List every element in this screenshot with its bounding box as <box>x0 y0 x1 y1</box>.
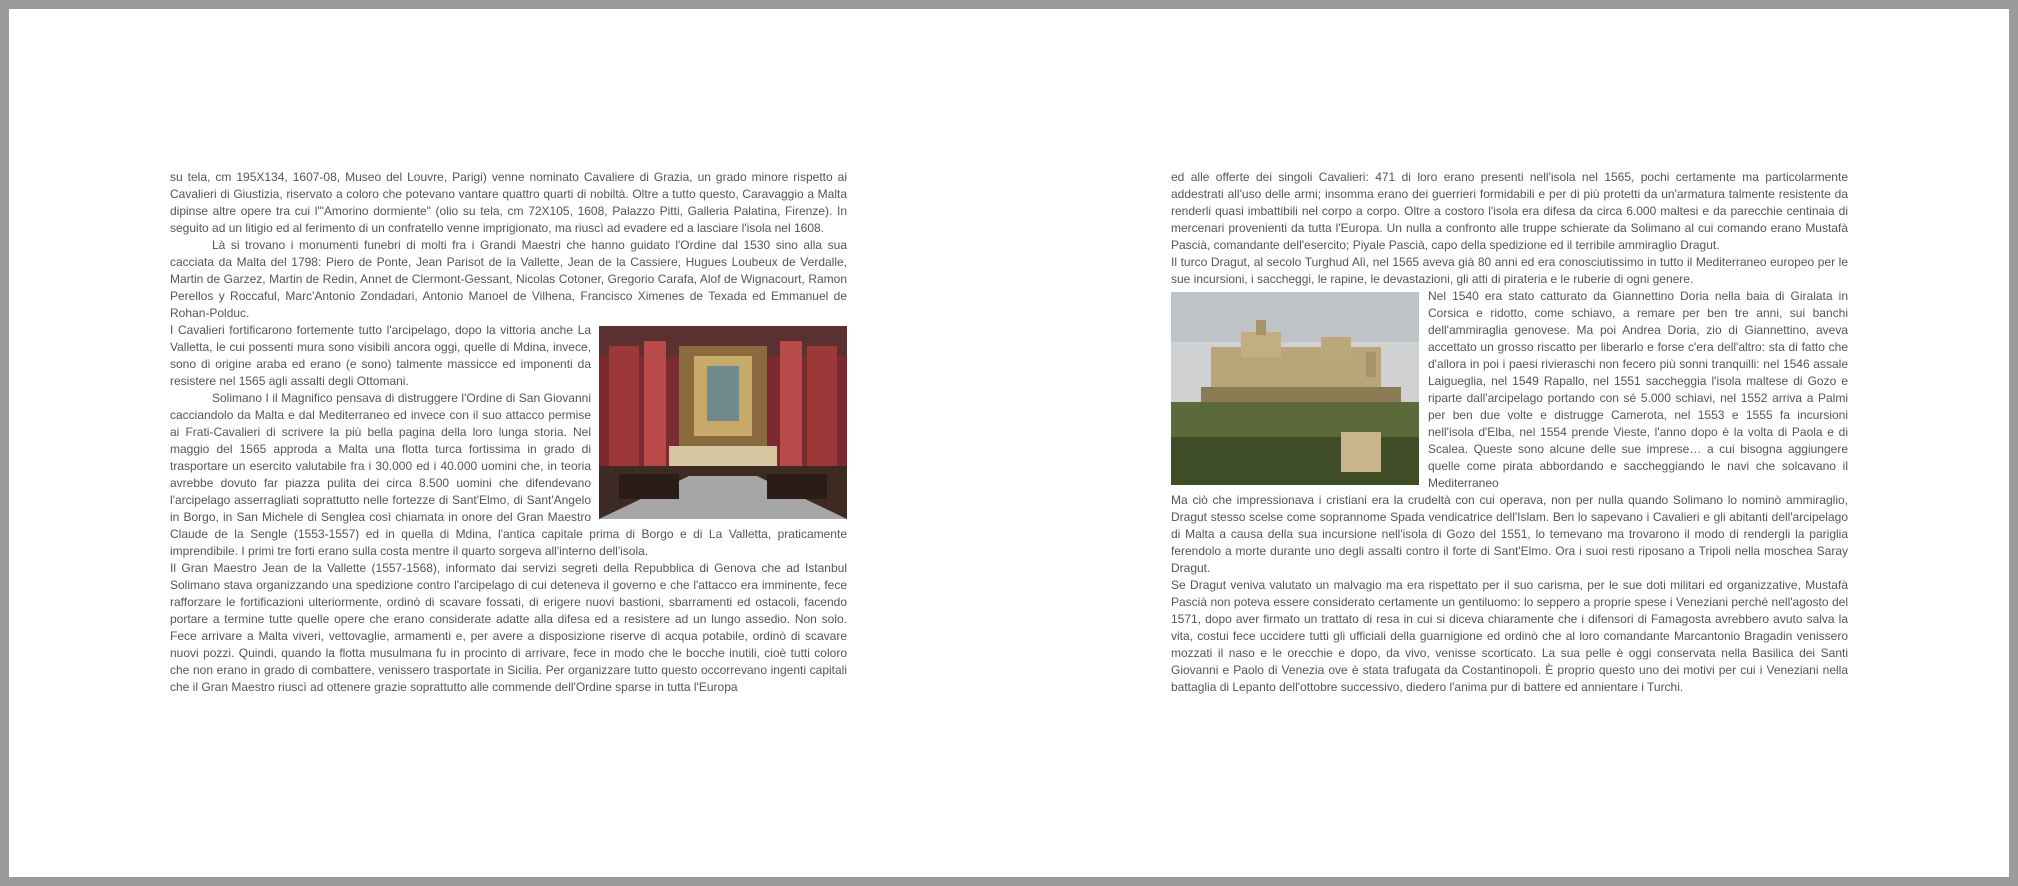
paragraph: Là si trovano i monumenti funebri di molti fra i Grandi Maestri che hanno guidato l'Ordine dal 1530 sino alla sua cacciata da Malta del 1798: Piero de Ponte, Jean Parisot de la Vallette, Jean de la Cassiere, Hugues Loubeux de Verdalle, Martin de Garzez, Martin de Redin, Annet de Clermont-Gessant, Nicolas Cotoner, Gregorio Carafa, Alof de Wignacourt, Ramon Perellos y Roccaful, Marc'Antonio Zondadari, Antonio Manoel de Vilhena, Francisco Ximenes de Texada ed Emmanuel de Rohan-Polduc. <box>170 238 847 320</box>
citadel-landscape-illustration <box>1171 292 1419 485</box>
paragraph: Solimano I il Magnifico pensava di distruggere l'Ordine di San Giovanni cacciandolo da Malta e dal Mediterraneo ed invece con il suo attacco permise ai Frati-Cavalieri di scrivere la più bella pagina della loro lunga storia. Nel maggio del 1565 approda a Malta una flotta turca fortissima in grado di trasportare un esercito valutabile fra i 30.000 ed i 40.000 uomini che, in teoria avrebbe dovuto far piazza pulita dei circa 8.500 uomini che difendevano l'arcipelago asserragliati soprattutto nelle fortezze di Sant'Elmo, di Sant'Angelo in Borgo, in San Michele di Senglea così chiamata in onore del Gran Maestro Claude de la Sengle (1553-1557) ed in quella di Mdina, l'antica capitale prima di Borgo e di La Valletta, praticamente imprendibile. I primi tre forti erano sulla costa mentre il quarto sorgeva all'interno dell'isola. <box>170 391 847 558</box>
paragraph: Se Dragut veniva valutato un malvagio ma era rispettato per il suo carisma, per le sue doti militari ed organizzative, Mustafà Pascià non poteva essere considerato certamente un gentiluomo: lo seppero a proprie spese i Veneziani perché nell'agosto del 1571, dopo aver firmato un trattato di resa in cui si diceva chiaramente che i difensori di Famagosta avrebbero avuto salva la vita, costui fece uccidere tutti gli ufficiali della guarnigione ed ordinò che al loro comandante Marcantonio Bragadin venissero mozzati il naso e le orecchie e dopo, da vivo, venisse scorticato. La sua pelle è oggi conservata nella Basilica dei Santi Giovanni e Paolo di Venezia ove è stata trafugata da Costantinopoli. È proprio questo uno dei motivi per cui i Veneziani nella battaglia di Lepanto dell'ottobre successivo, diedero l'anima pur di battere ed annientare i Turchi. <box>1171 578 1848 694</box>
paragraph: Nel 1540 era stato catturato da Giannettino Doria nella baia di Giralata in Corsica e ridotto, come schiavo, a remare per ben tre anni, sui banchi dell'ammiraglia genovese. Ma poi Andrea Doria, zio di Giannettino, aveva accettato un grosso riscatto per liberarlo e forse c'era dell'altro: sta di fatto che d'allora in poi i paesi rivieraschi non fecero più sonni tranquilli: nel 1546 assale Laigueglia, nel 1549 Rapallo, nel 1551 saccheggia l'isola maltese di Gozo e riparte dall'arcipelago portando con sé 5.000 schiavi, nel 1552 arriva a Palmi per ben due volte e distrugge Camerota, nel 1553 e 1555 fa incursioni nell'isola d'Elba, nel 1554 prende Vieste, l'anno dopo è la volta di Paola e di Scalea. Queste sono alcune delle sue imprese… a cui bisogna aggiungere quelle come pirata abbordando e saccheggiando le navi che solcavano il Mediterraneo <box>1428 289 1848 490</box>
citadel-landscape-image <box>1171 292 1419 485</box>
paragraph: Ma ciò che impressionava i cristiani era la crudeltà con cui operava, non per nulla quando Solimano lo nominò ammiraglio, Dragut stesso scelse come soprannome Spada vendicatrice dell'Islam. Ben lo sapevano i Cavalieri e gli abitanti dell'arcipelago di Malta a causa della sua incursione nell'isola di Gozo del 1551, lo temevano ma trovarono il modo di rendergli la pariglia ferendolo a morte durante uno degli assalti contro il forte di Sant'Elmo. Ora i suoi resti riposano a Tripoli nella moschea Saray Dragut. <box>1171 493 1848 575</box>
paragraph: Il turco Dragut, al secolo Turghud Alì, nel 1565 aveva già 80 anni ed era conosciutissimo in tutto il Mediterraneo europeo per le sue incursioni, i saccheggi, le rapine, le devastazioni, gli atti di pirateria e le ruberie di ogni genere. <box>1171 255 1848 286</box>
paragraph: I Cavalieri fortificarono fortemente tutto l'arcipelago, dopo la vittoria anche La Valletta, le cui possenti mura sono visibili ancora oggi, quelle di Mdina, invece, sono di origine araba ed erano (e sono) talmente massicce ed imponenti da resistere nel 1565 agli assalti degli Ottomani. <box>170 323 591 388</box>
paragraph: ed alle offerte dei singoli Cavalieri: 471 di loro erano presenti nell'isola nel 1565, pochi certamente ma particolarmente addestrati all'uso delle armi; insomma erano dei guerrieri formidabili e per di più protetti da un'armatura talmente resistente da renderli quasi imbattibili nel corpo a corpo. Oltre a costoro l'isola era difesa da circa 6.000 maltesi e da parecchie centinaia di mercenari provenienti da tutta l'Europa. Un nulla a confronto alle truppe schierate da Solimano al cui comando erano Mustafà Pascià, comandante dell'esercito; Piyale Pascià, capo della spedizione ed il terribile ammiraglio Dragut. <box>1171 170 1848 252</box>
paragraph: Il Gran Maestro Jean de la Vallette (1557-1568), informato dai servizi segreti della Repubblica di Genova che ad Istanbul Solimano stava organizzando una spedizione contro l'arcipelago di cui deteneva il governo e che l'attacco era imminente, fece rafforzare le fortificazioni ulteriormente, ordinò di scavare fossati, di erigere nuovi bastioni, sbarramenti ed ostacoli, facendo portare a termine tutte quelle opere che erano considerate adatte alla difesa ed a resistere ad un lungo assedio. Non solo. Fece arrivare a Malta viveri, vettovaglie, armamenti e, per avere a disposizione riserve di acqua potabile, ordinò di scavare nuovi pozzi. Quindi, quando la flotta musulmana fu in procinto di arrivare, fece in modo che le bocche inutili, cioè tutti coloro che non erano in grado di combattere, venissero trasportate in Sicilia. Per organizzare tutto questo occorrevano ingenti capitali che il Gran Maestro riuscì ad ottenere grazie soprattutto alle commende dell'Ordine sparse in tutta l'Europa <box>170 561 847 694</box>
paragraph: su tela, cm 195X134, 1607-08, Museo del Louvre, Parigi) venne nominato Cavaliere di Grazia, un grado minore rispetto ai Cavalieri di Giustizia, riservato a coloro che potevano vantare quattro quarti di nobiltà. Oltre a tutto questo, Caravaggio a Malta dipinse altre opere tra cui l'"Amorino dormiente" (olio su tela, cm 72X105, 1608, Palazzo Pitti, Galleria Palatina, Firenze). In seguito ad un litigio ed al ferimento di un confratello venne imprigionato, ma riuscì ad evadere ed a lasciare l'isola nel 1608. <box>170 170 847 235</box>
church-interior-illustration <box>599 326 847 519</box>
church-interior-image <box>599 326 847 519</box>
left-page-text <box>170 169 847 696</box>
right-page-text <box>1171 169 1848 696</box>
book-spread <box>9 9 2009 877</box>
